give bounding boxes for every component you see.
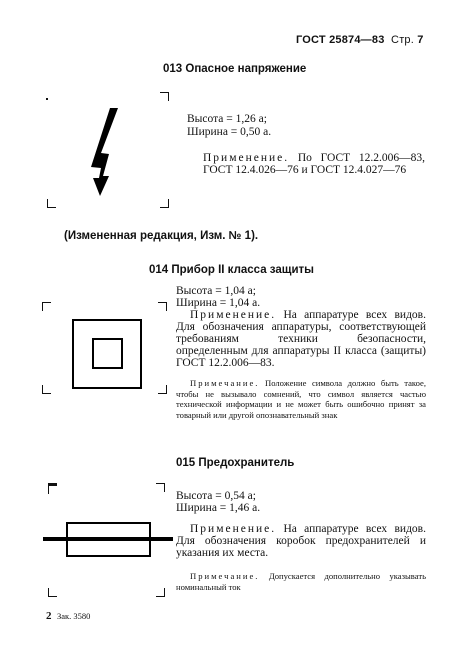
corner-mark — [160, 199, 169, 208]
note-015 — [176, 571, 426, 592]
application-014 — [176, 309, 426, 369]
corner-mark — [160, 92, 169, 101]
application-text: На аппаратуре всех видов. Для обозначения коробок предохранителей и указания их места. — [176, 523, 426, 559]
section-title-013: 013 Опасное напряжение — [163, 63, 307, 75]
application-013 — [203, 152, 425, 176]
height-015: Высота = 0,54 а; — [176, 490, 256, 502]
corner-mark — [156, 483, 165, 492]
corner-mark — [47, 199, 56, 208]
corner-mark — [158, 385, 167, 394]
corner-mark — [42, 302, 51, 311]
note-label: Примечание. — [190, 378, 260, 388]
footer-page-number: 2 — [46, 610, 52, 622]
footer — [46, 610, 90, 622]
width-013: Ширина = 0,50 а. — [187, 126, 272, 138]
note-014 — [176, 378, 426, 420]
corner-mark — [42, 385, 51, 394]
corner-mark — [156, 588, 165, 597]
application-text: По ГОСТ 12.2.006—83, ГОСТ 12.4.026—76 и ГОСТ 12.4.027—76 — [203, 152, 425, 176]
corner-mark — [48, 483, 57, 494]
amendment-note: (Измененная редакция, Изм. № 1). — [64, 230, 259, 242]
page-number: 7 — [417, 34, 424, 46]
height-014: Высота = 1,04 а; — [176, 285, 256, 297]
corner-mark — [48, 588, 57, 597]
width-014: Ширина = 1,04 а. — [176, 297, 261, 309]
section-title-014: 014 Прибор II класса защиты — [149, 264, 314, 276]
high-voltage-symbol — [80, 104, 140, 200]
section-title-015: 015 Предохранитель — [176, 457, 295, 469]
page-header — [296, 34, 424, 46]
note-text: Допускается дополнительно указывать номинальный ток — [176, 571, 426, 592]
standard-number: ГОСТ 25874—83 — [296, 34, 385, 46]
footer-order: Зак. 3580 — [57, 611, 91, 621]
page-label: Стр. — [391, 34, 415, 46]
note-text: Положение символа должно быть такое, чтобы не вызывало сомнений, что символ является частью технической информации и не может быть ошибочно принят за товарный или другой опознавательный знак — [176, 378, 426, 420]
corner-mark — [158, 302, 167, 311]
class-ii-inner-square — [92, 338, 123, 369]
width-015: Ширина = 1,46 а. — [176, 502, 261, 514]
note-label: Примечание. — [190, 571, 260, 581]
application-label: Применение. — [203, 152, 290, 164]
application-text: На аппаратуре всех видов. Для обозначения аппаратуры, соответствующей требованиям техники безопасности, определенным для аппаратуры II класса (защиты) ГОСТ 12.2.006—83. — [176, 309, 426, 369]
corner-mark — [46, 98, 48, 100]
application-label: Применение. — [190, 309, 277, 321]
height-013: Высота = 1,26 а; — [187, 113, 267, 125]
fuse-line — [43, 537, 173, 541]
application-015 — [176, 523, 426, 559]
application-label: Применение. — [190, 523, 277, 535]
